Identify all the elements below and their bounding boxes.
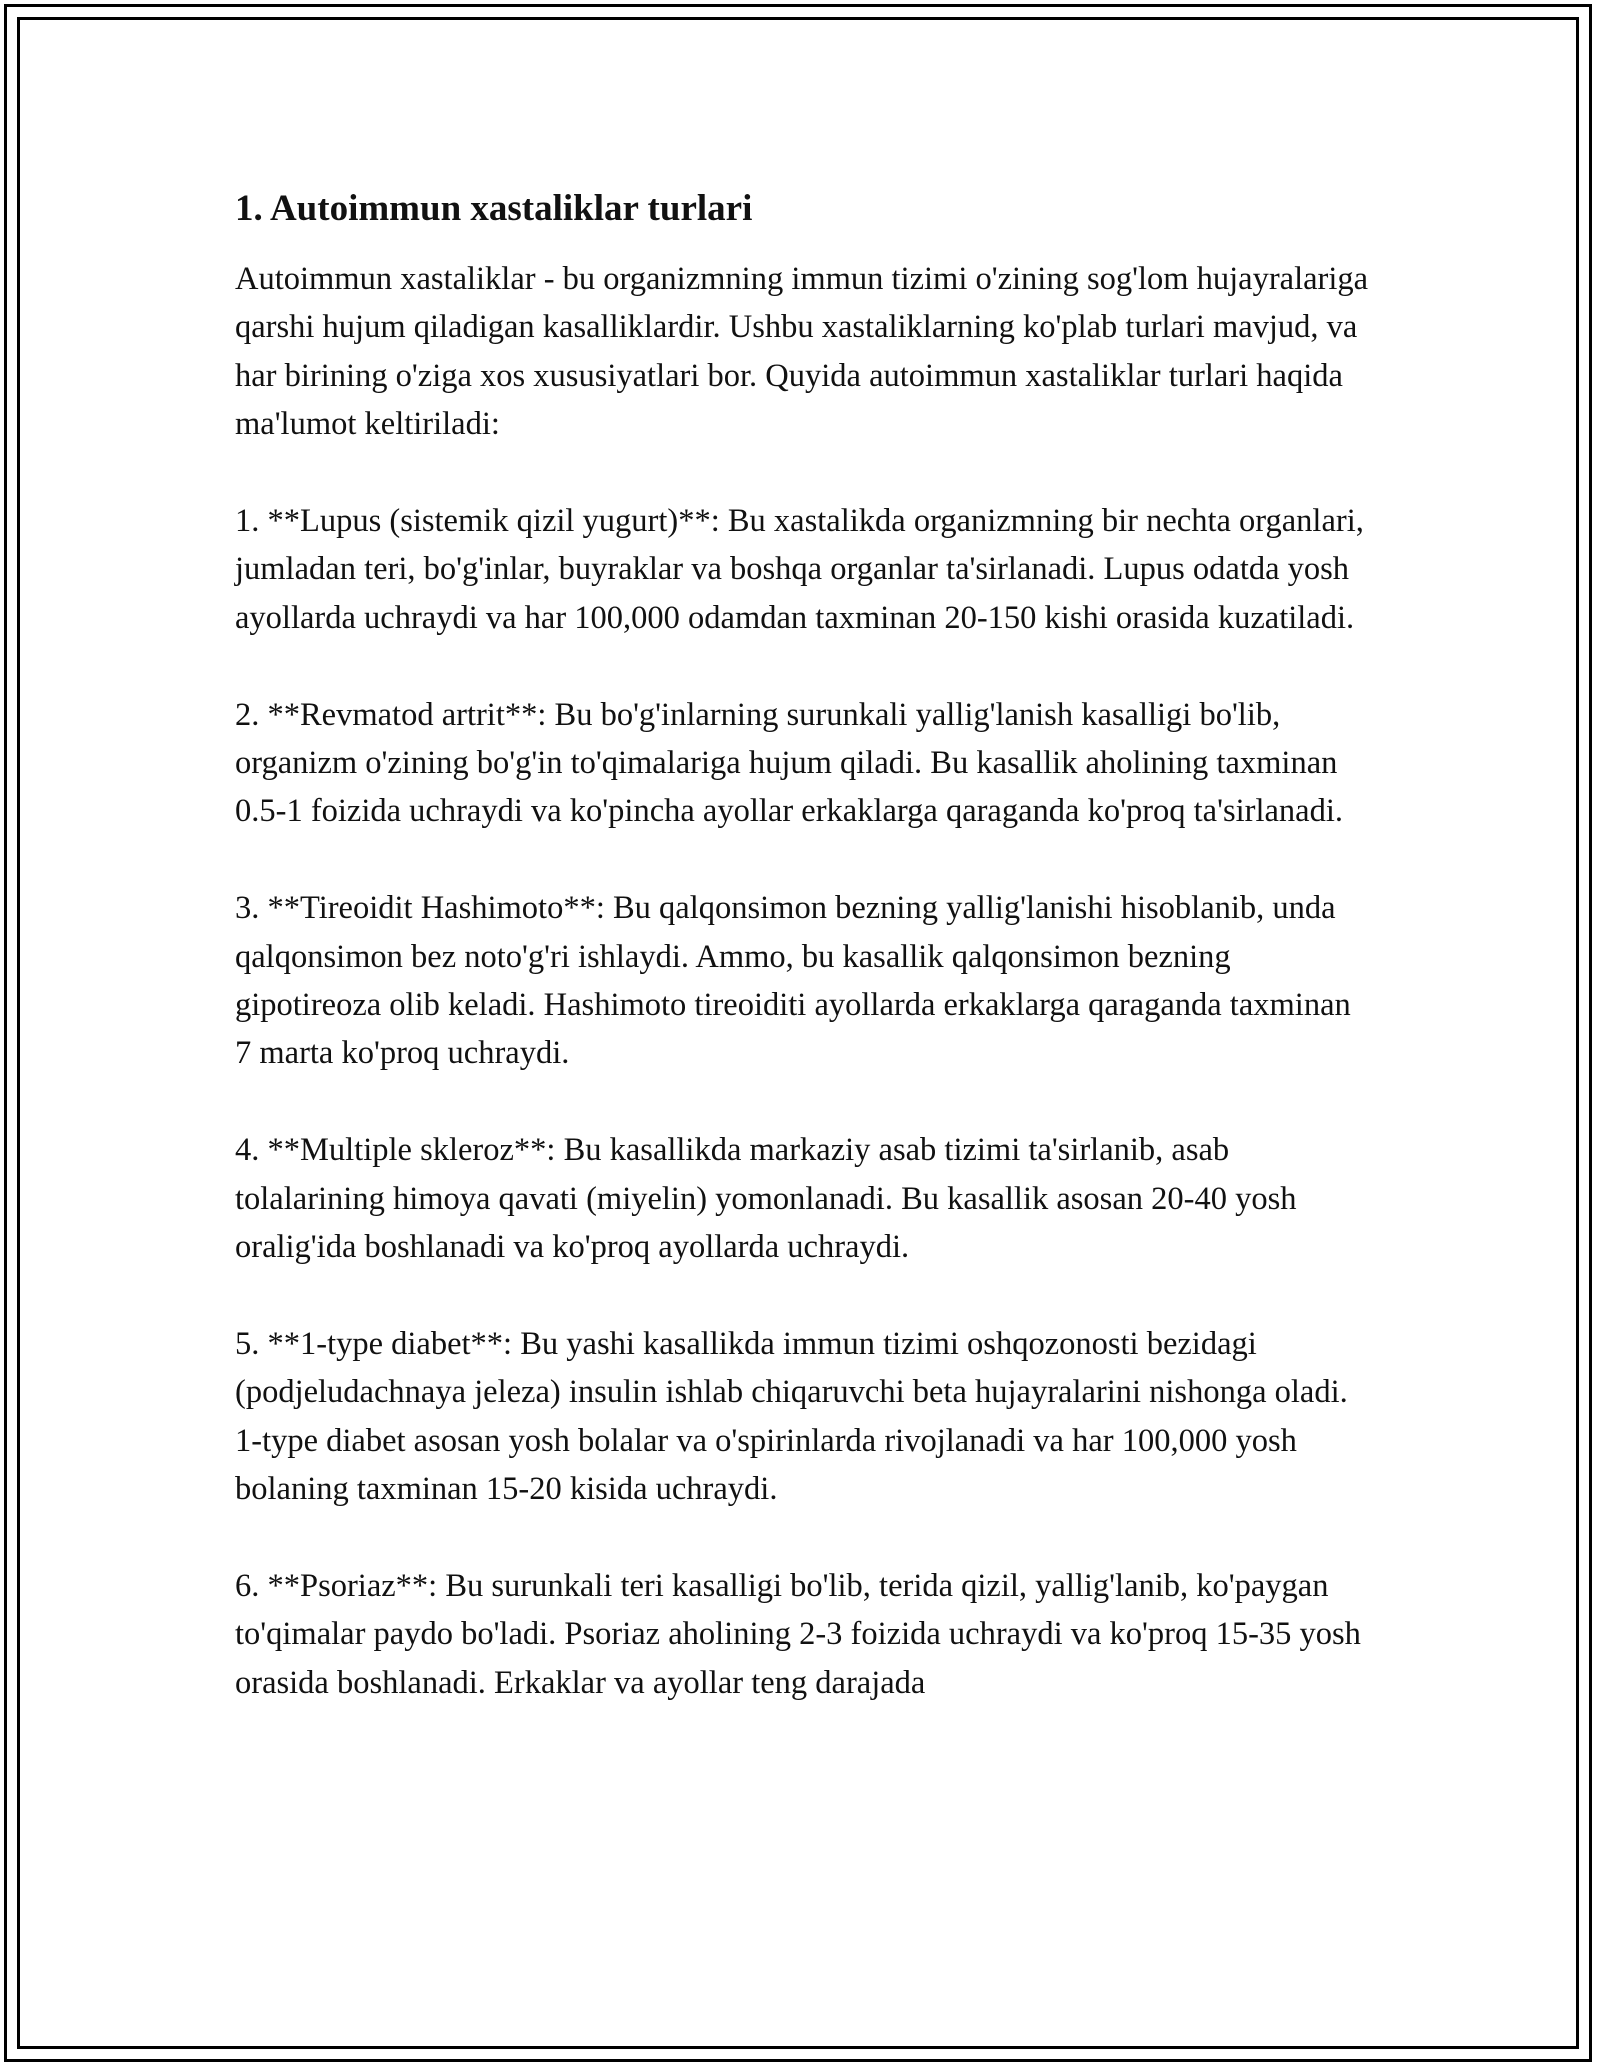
list-item-psoriasis: 6. **Psoriaz**: Bu surunkali teri kasalligi bo'lib, terida qizil, yallig'lanib, ko'paygan to'qimalar paydo bo'ladi. Psoriaz aholining 2-3 foizida uchraydi va ko'proq 15-35 yosh orasida boshlanadi. Erkaklar va ayollar teng darajada [235, 1567, 1361, 1701]
list-item-rheumatoid-arthritis: 2. **Revmatod artrit**: Bu bo'g'inlarning surunkali yallig'lanish kasalligi bo'lib, organizm o'zining bo'g'in to'qimalariga hujum qiladi. Bu kasallik aholining taxminan 0.5-1 foizida uchraydi va ko'pincha ayollar erkaklarga qaraganda ko'proq ta'sirlanadi. [235, 696, 1343, 830]
document-body [235, 185, 1375, 1755]
list-item-multiple-sclerosis: 4. **Multiple skleroz**: Bu kasallikda markaziy asab tizimi ta'sirlanib, asab tolalarining himoya qavati (miyelin) yomonlanadi. Bu kasallik asosan 20-40 yosh oralig'ida boshlanadi va ko'proq ayollarda uchraydi. [235, 1132, 1297, 1266]
list-item-type1-diabetes: 5. **1-type diabet**: Bu yashi kasallikda immun tizimi oshqozonosti bezidagi (podjeludachnaya jeleza) insulin ishlab chiqaruvchi beta hujayralarini nishonga oladi. 1-type diabet asosan yosh bolalar va o'spirinlarda rivojlanadi va har 100,000 yosh bolaning taxminan 15-20 kisida uchraydi. [235, 1325, 1348, 1508]
intro-paragraph: Autoimmun xastaliklar - bu organizmning immun tizimi o'zining sog'lom hujayralariga qarshi hujum qiladigan kasalliklardir. Ushbu xastaliklarning ko'plab turlari mavjud, va har birining o'ziga xos xususiyatlari bor. Quyida autoimmun xastaliklar turlari haqida ma'lumot keltiriladi: [235, 261, 1369, 443]
list-item-lupus: 1. **Lupus (sistemik qizil yugurt)**: Bu xastalikda organizmning bir nechta organlari, jumladan teri, bo'g'inlar, buyraklar va boshqa organlar ta'sirlanadi. Lupus odatda yosh ayollarda uchraydi va har 100,000 odamdan taxminan 20-150 kishi orasida kuzatiladi. [235, 503, 1364, 636]
section-heading: 1. Autoimmun xastaliklar turlari [235, 188, 753, 229]
list-item-hashimoto: 3. **Tireoidit Hashimoto**: Bu qalqonsimon bezning yallig'lanishi hisoblanib, unda qalqonsimon bez noto'g'ri ishlaydi. Ammo, bu kasallik qalqonsimon bezning gipotireoza olib keladi. Hashimoto tireoiditi ayollarda erkaklarga qaraganda taxminan 7 marta ko'proq uchraydi. [235, 890, 1351, 1072]
